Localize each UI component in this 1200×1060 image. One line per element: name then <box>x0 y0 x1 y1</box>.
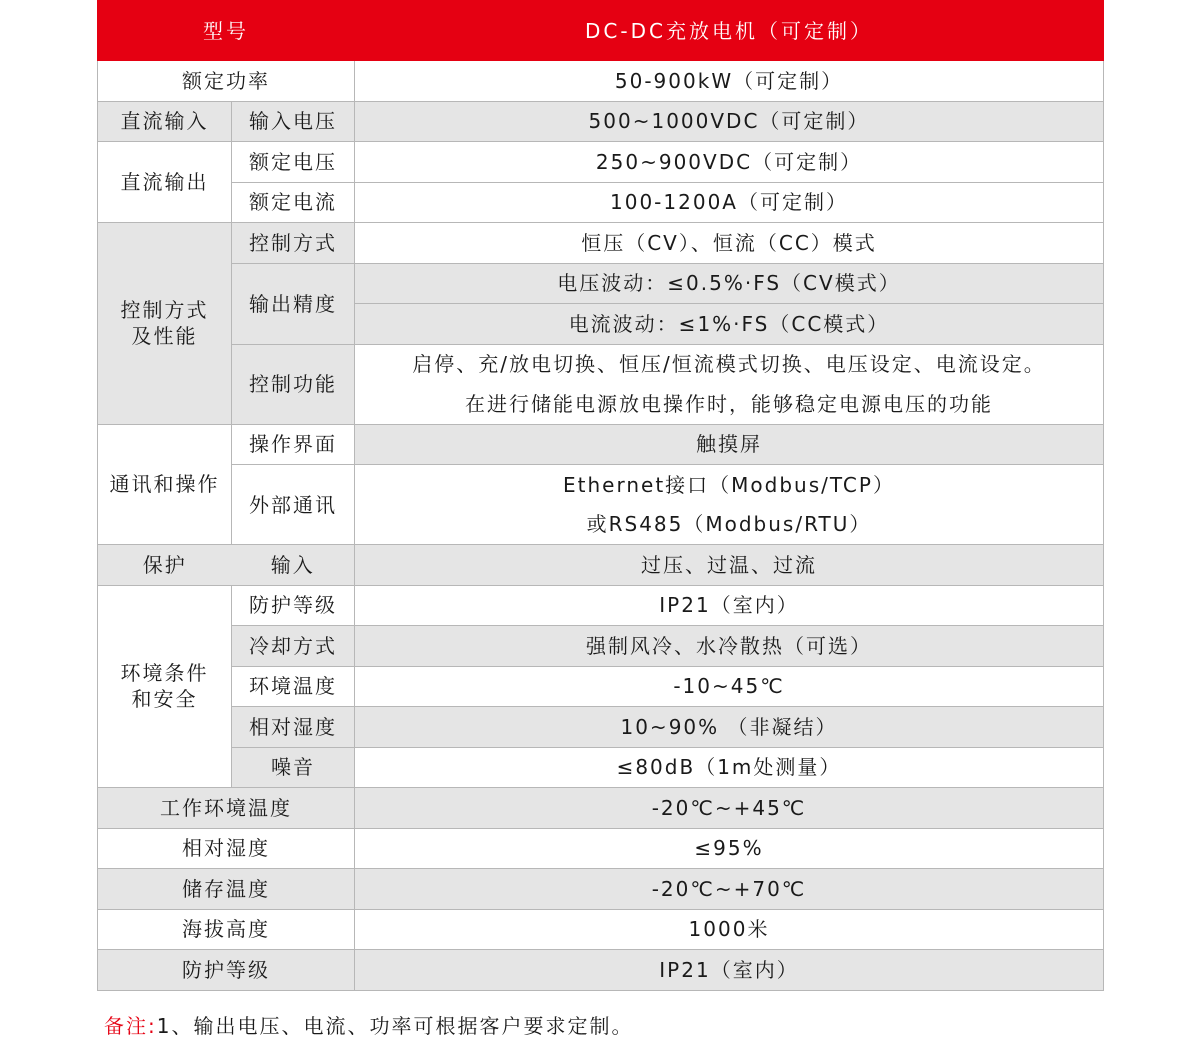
env-cooling-label: 冷却方式 <box>232 626 355 667</box>
env-protection-label: 防护等级 <box>232 585 355 626</box>
table-row <box>98 828 1104 869</box>
general-humidity-value: ≤95% <box>355 828 1104 869</box>
environment-group <box>98 585 232 788</box>
comm-ext-label: 外部通讯 <box>232 465 355 545</box>
rated-power-value: 50-900kW（可定制） <box>355 61 1104 102</box>
protection-group: 保护 <box>98 545 232 586</box>
general-storage-temp-value: -20℃~+70℃ <box>355 869 1104 910</box>
env-temperature-value: -10~45℃ <box>355 666 1104 707</box>
precision-label: 输出精度 <box>232 263 355 344</box>
control-mode-value: 恒压（CV）、恒流（CC）模式 <box>355 223 1104 264</box>
table-row <box>98 950 1104 991</box>
table-row <box>98 223 1104 264</box>
general-altitude-value: 1000米 <box>355 909 1104 950</box>
table-row <box>98 666 1104 707</box>
table-row <box>98 182 1104 223</box>
table-row <box>98 747 1104 788</box>
environment-group-line2: 和安全 <box>131 687 198 712</box>
precision-line1: 电压波动：≤0.5%·FS（CV模式） <box>355 263 1104 304</box>
table-row <box>98 707 1104 748</box>
dc-output-group: 直流输出 <box>98 142 232 223</box>
function-line2: 在进行储能电源放电操作时，能够稳定电源电压的功能 <box>355 384 1104 424</box>
footnote <box>104 1010 633 1039</box>
table-row <box>98 424 1104 465</box>
table-row <box>98 61 1104 102</box>
comm-ext-line2: 或RS485（Modbus/RTU） <box>355 505 1104 545</box>
table-row <box>98 263 1104 304</box>
env-temperature-label: 环境温度 <box>232 666 355 707</box>
general-work-temp-label: 工作环境温度 <box>98 788 355 829</box>
protection-label: 输入 <box>232 545 355 586</box>
header-model: 型号 <box>98 1 355 61</box>
env-noise-value: ≤80dB（1m处测量） <box>355 747 1104 788</box>
general-humidity-label: 相对湿度 <box>98 828 355 869</box>
table-row <box>98 585 1104 626</box>
table-header-row <box>98 1 1104 61</box>
general-protection-value: IP21（室内） <box>355 950 1104 991</box>
dc-output-current-value: 100-1200A（可定制） <box>355 182 1104 223</box>
control-group-line2: 及性能 <box>131 324 198 349</box>
dc-input-label: 输入电压 <box>232 101 355 142</box>
table-row <box>98 909 1104 950</box>
dc-output-voltage-value: 250~900VDC（可定制） <box>355 142 1104 183</box>
table-row <box>98 465 1104 505</box>
env-noise-label: 噪音 <box>232 747 355 788</box>
comm-ext-line1: Ethernet接口（Modbus/TCP） <box>355 465 1104 505</box>
table-row <box>98 869 1104 910</box>
general-work-temp-value: -20℃~+45℃ <box>355 788 1104 829</box>
table-row <box>98 344 1104 384</box>
function-line1: 启停、充/放电切换、恒压/恒流模式切换、电压设定、电流设定。 <box>355 344 1104 384</box>
table-row <box>98 626 1104 667</box>
precision-line2: 电流波动：≤1%·FS（CC模式） <box>355 304 1104 345</box>
control-group <box>98 223 232 425</box>
table-row <box>98 788 1104 829</box>
general-storage-temp-label: 储存温度 <box>98 869 355 910</box>
function-label: 控制功能 <box>232 344 355 424</box>
spec-table <box>97 0 1104 991</box>
header-product: DC-DC充放电机（可定制） <box>355 1 1104 61</box>
dc-output-voltage-label: 额定电压 <box>232 142 355 183</box>
dc-output-current-label: 额定电流 <box>232 182 355 223</box>
dc-input-value: 500~1000VDC（可定制） <box>355 101 1104 142</box>
general-altitude-label: 海拔高度 <box>98 909 355 950</box>
environment-group-line1: 环境条件 <box>120 661 209 686</box>
comm-ui-label: 操作界面 <box>232 424 355 465</box>
comm-group: 通讯和操作 <box>98 424 232 545</box>
env-cooling-value: 强制风冷、水冷散热（可选） <box>355 626 1104 667</box>
table-row <box>98 545 1104 586</box>
table-row <box>98 142 1104 183</box>
footnote-label: 备注: <box>104 1014 157 1038</box>
footnote-text: 1、输出电压、电流、功率可根据客户要求定制。 <box>156 1014 634 1038</box>
control-group-line1: 控制方式 <box>120 298 209 323</box>
comm-ui-value: 触摸屏 <box>355 424 1104 465</box>
control-mode-label: 控制方式 <box>232 223 355 264</box>
env-humidity-value: 10~90% （非凝结） <box>355 707 1104 748</box>
general-protection-label: 防护等级 <box>98 950 355 991</box>
table-row <box>98 101 1104 142</box>
protection-value: 过压、过温、过流 <box>355 545 1104 586</box>
rated-power-label: 额定功率 <box>98 61 355 102</box>
env-humidity-label: 相对湿度 <box>232 707 355 748</box>
dc-input-group: 直流输入 <box>98 101 232 142</box>
env-protection-value: IP21（室内） <box>355 585 1104 626</box>
